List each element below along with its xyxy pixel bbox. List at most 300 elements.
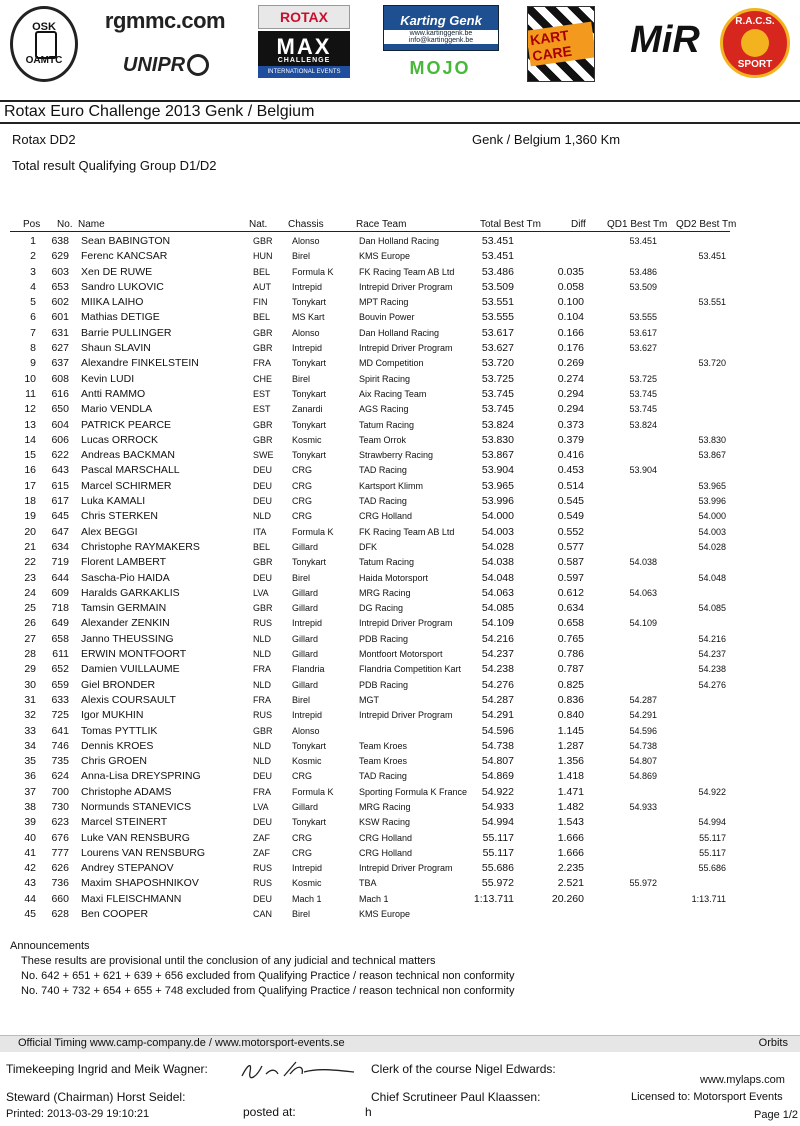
race-team-cell: KMS Europe <box>359 251 411 262</box>
qd2-best-time-cell: 53.720 <box>698 358 726 369</box>
diff-cell: 0.786 <box>557 648 584 661</box>
total-best-time-cell: 53.904 <box>481 464 514 477</box>
qd2-best-time-cell: 55.686 <box>698 863 726 874</box>
table-row <box>0 800 800 815</box>
diff-cell: 0.825 <box>557 678 584 691</box>
total-best-time-cell: 53.830 <box>481 433 514 446</box>
nationality-cell: NLD <box>253 649 272 660</box>
qd1-best-time-cell: 54.807 <box>629 756 657 767</box>
diff-cell: 0.035 <box>557 265 584 278</box>
pos-cell: 30 <box>24 678 36 691</box>
nationality-cell: LVA <box>253 587 269 598</box>
pos-cell: 17 <box>24 479 36 492</box>
nationality-cell: NLD <box>253 679 272 690</box>
race-team-cell: DG Racing <box>359 603 404 614</box>
nationality-cell: RUS <box>253 878 273 889</box>
nationality-cell: NLD <box>253 633 272 644</box>
nationality-cell: CHE <box>253 373 273 384</box>
driver-name-cell: Sean BABINGTON <box>81 235 171 247</box>
pos-cell: 10 <box>24 372 36 385</box>
race-team-cell: DFK <box>359 541 377 552</box>
kart-number-cell: 735 <box>51 755 69 768</box>
driver-name-cell: Lourens VAN RENSBURG <box>81 846 206 859</box>
qd2-best-time-cell: 55.117 <box>699 832 726 843</box>
chassis-cell: Kosmic <box>292 434 322 445</box>
driver-name-cell: Alex BEGGI <box>81 525 138 538</box>
nationality-cell: FRA <box>253 358 271 369</box>
nationality-cell: FRA <box>253 664 271 675</box>
kart-number-cell: 634 <box>51 540 69 553</box>
header-chassis: Chassis <box>288 219 324 230</box>
race-team-cell: KSW Racing <box>359 817 411 828</box>
pos-cell: 41 <box>24 846 36 859</box>
title-bar <box>0 100 800 124</box>
qd2-best-time-cell: 53.965 <box>698 480 726 491</box>
official-timing-text: Official Timing www.camp-company.de / www.motorsport-events.se <box>18 1037 345 1049</box>
qd2-best-time-cell: 53.551 <box>698 297 726 308</box>
diff-cell: 0.549 <box>557 510 584 523</box>
pos-cell: 44 <box>24 892 36 905</box>
diff-cell: 0.587 <box>557 556 584 569</box>
driver-name-cell: Sandro LUKOVIC <box>81 280 164 293</box>
chassis-cell: Gillard <box>292 633 319 644</box>
race-team-cell: Montfoort Motorsport <box>359 649 443 660</box>
chassis-cell: Tonykart <box>292 740 327 751</box>
total-best-time-cell: 54.276 <box>481 678 514 691</box>
kart-number-cell: 626 <box>51 862 69 875</box>
nationality-cell: GBR <box>253 343 273 354</box>
driver-name-cell: Barrie PULLINGER <box>81 326 172 339</box>
driver-name-cell: ERWIN MONTFOORT <box>81 648 187 661</box>
qd1-best-time-cell: 54.287 <box>629 694 657 705</box>
table-row <box>0 418 800 433</box>
total-best-time-cell: 54.028 <box>481 540 514 553</box>
table-row <box>0 678 800 693</box>
total-best-time-cell: 53.745 <box>481 403 514 416</box>
driver-name-cell: Igor MUKHIN <box>81 709 144 722</box>
header-diff: Diff <box>571 219 586 230</box>
total-best-time-cell: 53.824 <box>481 418 514 431</box>
nationality-cell: ZAF <box>253 847 270 858</box>
diff-cell: 0.104 <box>557 311 584 324</box>
qd1-best-time-cell: 54.063 <box>629 587 657 598</box>
header-name: Name <box>78 219 105 230</box>
table-row <box>0 326 800 341</box>
table-row <box>0 540 800 555</box>
table-row <box>0 509 800 524</box>
table-row <box>0 907 800 922</box>
race-team-cell: CRG Holland <box>359 832 413 843</box>
total-best-time-cell: 53.509 <box>481 280 514 293</box>
table-row <box>0 494 800 509</box>
race-team-cell: TBA <box>359 878 377 889</box>
diff-cell: 1.666 <box>557 846 584 859</box>
pos-cell: 1 <box>30 235 36 247</box>
kart-number-cell: 601 <box>51 311 69 324</box>
table-row <box>0 265 800 280</box>
total-best-time-cell: 54.038 <box>481 556 514 569</box>
driver-name-cell: Janno THEUSSING <box>81 632 174 645</box>
chassis-cell: Alonso <box>292 236 320 246</box>
header-team: Race Team <box>356 219 407 230</box>
race-team-cell: Intrepid Driver Program <box>359 281 453 292</box>
kart-number-cell: 615 <box>51 479 69 492</box>
pos-cell: 14 <box>24 433 36 446</box>
kart-number-cell: 649 <box>51 617 69 630</box>
kart-number-cell: 718 <box>51 602 69 615</box>
nationality-cell: LVA <box>253 801 269 812</box>
pos-cell: 8 <box>30 342 36 355</box>
chassis-cell: Tonykart <box>292 557 327 568</box>
race-team-cell: MRG Racing <box>359 801 411 812</box>
total-best-time-cell: 54.807 <box>481 755 514 768</box>
total-best-time-cell: 54.869 <box>481 770 514 783</box>
qd2-best-time-cell: 53.996 <box>698 496 726 507</box>
diff-cell: 0.166 <box>557 326 584 339</box>
diff-cell: 1.287 <box>557 739 584 752</box>
total-best-time-cell: 54.596 <box>481 724 514 737</box>
kart-number-cell: 645 <box>51 510 69 523</box>
total-best-time-cell: 53.486 <box>481 265 514 278</box>
driver-name-cell: Christophe ADAMS <box>81 785 172 798</box>
driver-name-cell: Normunds STANEVICS <box>81 800 192 813</box>
diff-cell: 20.260 <box>551 892 584 905</box>
driver-name-cell: Kevin LUDI <box>81 372 135 385</box>
diff-cell: 1.418 <box>557 770 584 783</box>
printed-timestamp: Printed: 2013-03-29 19:10:21 <box>6 1108 150 1120</box>
qd2-best-time-cell: 54.000 <box>698 511 726 522</box>
driver-name-cell: Ferenc KANCSAR <box>81 250 168 263</box>
nationality-cell: DEU <box>253 496 273 507</box>
race-team-cell: FK Racing Team AB Ltd <box>359 266 455 277</box>
race-team-cell: Team Kroes <box>359 740 408 751</box>
qd2-best-time-cell: 54.922 <box>698 786 726 797</box>
driver-name-cell: MIIKA LAIHO <box>81 296 144 309</box>
diff-cell: 0.294 <box>557 387 584 400</box>
qd1-best-time-cell: 54.109 <box>629 618 657 629</box>
nationality-cell: RUS <box>253 863 273 874</box>
table-row <box>0 295 800 310</box>
kart-number-cell: 730 <box>51 800 69 813</box>
table-row <box>0 249 800 264</box>
table-row <box>0 555 800 570</box>
kart-number-cell: 719 <box>51 556 69 569</box>
driver-name-cell: Dennis KROES <box>81 739 154 752</box>
diff-cell: 0.658 <box>557 617 584 630</box>
kart-number-cell: 628 <box>51 908 69 921</box>
chassis-cell: Tonykart <box>292 419 327 430</box>
total-best-time-cell: 54.085 <box>481 602 514 615</box>
driver-name-cell: Chris STERKEN <box>81 510 159 523</box>
racs-emblem-icon <box>741 29 769 57</box>
nationality-cell: GBR <box>253 236 273 246</box>
diff-cell: 0.269 <box>557 357 584 370</box>
chassis-cell: Birel <box>292 909 311 920</box>
total-best-time-cell: 54.994 <box>481 816 514 829</box>
total-best-time-cell: 54.933 <box>481 800 514 813</box>
chassis-cell: CRG <box>292 832 312 843</box>
pos-cell: 20 <box>24 525 36 538</box>
table-row <box>0 876 800 891</box>
qd2-best-time-cell: 54.028 <box>698 541 726 552</box>
page-number: Page 1/2 <box>754 1109 799 1121</box>
nationality-cell: FRA <box>253 694 271 705</box>
nationality-cell: ITA <box>253 526 267 537</box>
kart-number-cell: 638 <box>51 235 69 247</box>
kart-number-cell: 644 <box>51 571 69 584</box>
total-best-time-cell: 53.617 <box>481 326 514 339</box>
driver-name-cell: Andreas BACKMAN <box>81 449 175 462</box>
diff-cell: 0.416 <box>557 449 584 462</box>
driver-name-cell: Luke VAN RENSBURG <box>81 831 190 844</box>
nationality-cell: GBR <box>253 327 273 338</box>
pos-cell: 19 <box>24 510 36 523</box>
race-team-cell: MGT <box>359 694 379 705</box>
driver-name-cell: PATRICK PEARCE <box>81 418 172 431</box>
nationality-cell: NLD <box>253 511 272 522</box>
nationality-cell: DEU <box>253 572 273 583</box>
qd1-best-time-cell: 53.824 <box>629 419 657 430</box>
qd1-best-time-cell: 53.904 <box>629 465 657 476</box>
total-best-time-cell: 1:13.711 <box>473 892 514 905</box>
rotax-logo: ROTAX <box>258 5 350 29</box>
nationality-cell: HUN <box>253 251 273 262</box>
driver-name-cell: Haralds GARKAKLIS <box>81 586 180 599</box>
nationality-cell: BEL <box>253 266 271 277</box>
pos-cell: 45 <box>24 908 36 921</box>
race-team-cell: FK Racing Team AB Ltd <box>359 526 455 537</box>
race-team-cell: Spirit Racing <box>359 373 411 384</box>
announcement-line: No. 642 + 651 + 621 + 639 + 656 excluded from Qualifying Practice / reason technical non conformity <box>21 970 515 982</box>
pos-cell: 36 <box>24 770 36 783</box>
race-team-cell: Bouvin Power <box>359 312 415 323</box>
scrutineer-label: Chief Scrutineer Paul Klaassen: <box>371 1090 541 1104</box>
kart-number-cell: 647 <box>51 525 69 538</box>
kart-number-cell: 643 <box>51 464 69 477</box>
race-team-cell: CRG Holland <box>359 511 413 522</box>
pos-cell: 33 <box>24 724 36 737</box>
kart-number-cell: 637 <box>51 357 69 370</box>
kart-number-cell: 631 <box>51 326 69 339</box>
diff-cell: 1.356 <box>557 755 584 768</box>
qd1-best-time-cell: 53.555 <box>629 312 657 323</box>
kart-number-cell: 627 <box>51 342 69 355</box>
driver-name-cell: Alexander ZENKIN <box>81 617 170 630</box>
diff-cell: 0.294 <box>557 403 584 416</box>
chassis-cell: Kosmic <box>292 756 322 767</box>
diff-cell: 1.543 <box>557 816 584 829</box>
max-challenge-logo: MAX CHALLENGE <box>258 31 350 71</box>
unipro-o-icon <box>187 54 209 76</box>
diff-cell: 1.471 <box>557 785 584 798</box>
osk-emblem-icon <box>35 31 57 59</box>
chassis-cell: Tonykart <box>292 297 327 308</box>
kart-number-cell: 725 <box>51 709 69 722</box>
pos-cell: 16 <box>24 464 36 477</box>
diff-cell: 0.379 <box>557 433 584 446</box>
chassis-cell: CRG <box>292 465 312 476</box>
rgmmc-logo: rgmmc.com <box>104 8 226 33</box>
kart-care-logo: KART CARE <box>527 6 595 82</box>
race-team-cell: Intrepid Driver Program <box>359 863 453 874</box>
table-row <box>0 433 800 448</box>
max-international-events-bar: INTERNATIONAL EVENTS <box>258 66 350 78</box>
total-best-time-cell: 53.627 <box>481 342 514 355</box>
driver-name-cell: Chris GROEN <box>81 755 147 768</box>
pos-cell: 37 <box>24 785 36 798</box>
table-row <box>0 769 800 784</box>
kart-number-cell: 616 <box>51 387 69 400</box>
total-best-time-cell: 54.237 <box>481 648 514 661</box>
total-best-time-cell: 53.867 <box>481 449 514 462</box>
chassis-cell: Formula K <box>292 526 334 537</box>
driver-name-cell: Luka KAMALI <box>81 495 146 508</box>
total-best-time-cell: 53.451 <box>481 250 514 263</box>
table-row <box>0 372 800 387</box>
posted-at-value: h <box>365 1105 372 1119</box>
diff-cell: 0.787 <box>557 663 584 676</box>
nationality-cell: GBR <box>253 419 273 430</box>
qd1-best-time-cell: 53.617 <box>629 327 657 338</box>
chassis-cell: Intrepid <box>292 863 323 874</box>
kart-number-cell: 606 <box>51 433 69 446</box>
posted-at-label: posted at: <box>243 1105 296 1119</box>
kart-number-cell: 624 <box>51 770 69 783</box>
driver-name-cell: Anna-Lisa DREYSPRING <box>81 770 201 783</box>
qd2-best-time-cell: 54.048 <box>698 572 726 583</box>
table-row <box>0 846 800 861</box>
chassis-cell: Alonso <box>292 327 320 338</box>
diff-cell: 0.552 <box>557 525 584 538</box>
pos-cell: 18 <box>24 495 36 508</box>
kart-number-cell: 652 <box>51 663 69 676</box>
chassis-cell: Birel <box>292 373 311 384</box>
announcement-line: These results are provisional until the conclusion of any judicial and technical matters <box>21 955 436 967</box>
qd2-best-time-cell: 53.867 <box>698 450 726 461</box>
race-team-cell: Sporting Formula K France <box>359 786 468 797</box>
kart-number-cell: 736 <box>51 877 69 890</box>
nationality-cell: SWE <box>253 450 274 461</box>
total-best-time-cell: 53.551 <box>481 296 514 309</box>
pos-cell: 9 <box>30 357 36 370</box>
total-best-time-cell: 54.238 <box>481 663 514 676</box>
race-team-cell: Flandria Competition Kart <box>359 664 462 675</box>
qd1-best-time-cell: 55.972 <box>629 878 657 889</box>
kart-number-cell: 746 <box>51 739 69 752</box>
race-team-cell: Strawberry Racing <box>359 450 434 461</box>
chassis-cell: Gillard <box>292 679 319 690</box>
pos-cell: 2 <box>30 250 36 263</box>
qd2-best-time-cell: 53.451 <box>698 251 726 262</box>
table-row <box>0 662 800 677</box>
race-team-cell: Team Orrok <box>359 434 407 445</box>
chassis-cell: Gillard <box>292 801 319 812</box>
race-team-cell: Intrepid Driver Program <box>359 710 453 721</box>
pos-cell: 25 <box>24 602 36 615</box>
table-row <box>0 341 800 356</box>
total-best-time-cell: 54.048 <box>481 571 514 584</box>
diff-cell: 0.176 <box>557 342 584 355</box>
nationality-cell: RUS <box>253 710 273 721</box>
table-row <box>0 280 800 295</box>
total-best-time-cell: 55.117 <box>482 846 514 859</box>
pos-cell: 21 <box>24 540 36 553</box>
nationality-cell: GBR <box>253 434 273 445</box>
race-team-cell: MPT Racing <box>359 297 409 308</box>
qd2-best-time-cell: 54.085 <box>698 603 726 614</box>
header-nat: Nat. <box>249 219 268 230</box>
driver-name-cell: Sascha-Pio HAIDA <box>81 571 170 584</box>
nationality-cell: BEL <box>253 312 271 323</box>
pos-cell: 12 <box>24 403 36 416</box>
total-best-time-cell: 53.965 <box>481 479 514 492</box>
total-best-time-cell: 53.555 <box>481 311 514 324</box>
race-team-cell: Intrepid Driver Program <box>359 618 453 629</box>
licensed-label: Licensed to: Motorsport Events <box>631 1091 783 1103</box>
table-row <box>0 525 800 540</box>
race-team-cell: MRG Racing <box>359 587 411 598</box>
race-team-cell: Haida Motorsport <box>359 572 429 583</box>
class-label: Rotax DD2 <box>12 132 76 147</box>
chassis-cell: CRG <box>292 771 312 782</box>
nationality-cell: GBR <box>253 725 273 736</box>
venue-label: Genk / Belgium 1,360 Km <box>472 132 621 147</box>
announcement-line: No. 740 + 732 + 654 + 655 + 748 excluded from Qualifying Practice / reason technical non conformity <box>21 985 515 997</box>
kart-number-cell: 777 <box>51 846 69 859</box>
diff-cell: 2.235 <box>557 862 584 875</box>
diff-cell: 1.482 <box>557 800 584 813</box>
mylaps-link[interactable]: www.mylaps.com <box>700 1074 785 1086</box>
table-row <box>0 724 800 739</box>
qd1-best-time-cell: 54.738 <box>629 740 657 751</box>
driver-name-cell: Alexandre FINKELSTEIN <box>81 357 199 370</box>
total-best-time-cell: 53.451 <box>481 235 514 247</box>
table-row <box>0 831 800 846</box>
diff-cell: 0.597 <box>557 571 584 584</box>
chassis-cell: Gillard <box>292 587 319 598</box>
kart-number-cell: 602 <box>51 296 69 309</box>
driver-name-cell: Andrey STEPANOV <box>81 862 174 875</box>
diff-cell: 0.765 <box>557 632 584 645</box>
driver-name-cell: Xen DE RUWE <box>81 265 153 278</box>
race-team-cell: CRG Holland <box>359 847 413 858</box>
total-best-time-cell: 54.109 <box>481 617 514 630</box>
diff-cell: 0.840 <box>557 709 584 722</box>
total-best-time-cell: 55.686 <box>481 862 514 875</box>
total-best-time-cell: 54.216 <box>481 632 514 645</box>
driver-name-cell: Lucas ORROCK <box>81 433 159 446</box>
total-best-time-cell: 54.287 <box>481 693 514 706</box>
total-best-time-cell: 55.972 <box>481 877 514 890</box>
driver-name-cell: Christophe RAYMAKERS <box>81 540 200 553</box>
driver-name-cell: Shaun SLAVIN <box>81 342 151 355</box>
timekeeper-signature <box>238 1058 358 1082</box>
kart-number-cell: 659 <box>51 678 69 691</box>
race-team-cell: Mach 1 <box>359 893 389 904</box>
race-team-cell: TAD Racing <box>359 465 407 476</box>
header-divider <box>10 231 730 232</box>
qd1-best-time-cell: 53.509 <box>629 281 657 292</box>
kart-number-cell: 603 <box>51 265 69 278</box>
driver-name-cell: Antti RAMMO <box>81 387 146 400</box>
racs-sport-logo: R.A.C.S. SPORT <box>720 8 790 78</box>
chassis-cell: Birel <box>292 572 311 583</box>
chassis-cell: Kosmic <box>292 878 322 889</box>
chassis-cell: Formula K <box>292 266 334 277</box>
nationality-cell: GBR <box>253 557 273 568</box>
driver-name-cell: Florent LAMBERT <box>81 556 166 569</box>
diff-cell: 1.145 <box>557 724 584 737</box>
